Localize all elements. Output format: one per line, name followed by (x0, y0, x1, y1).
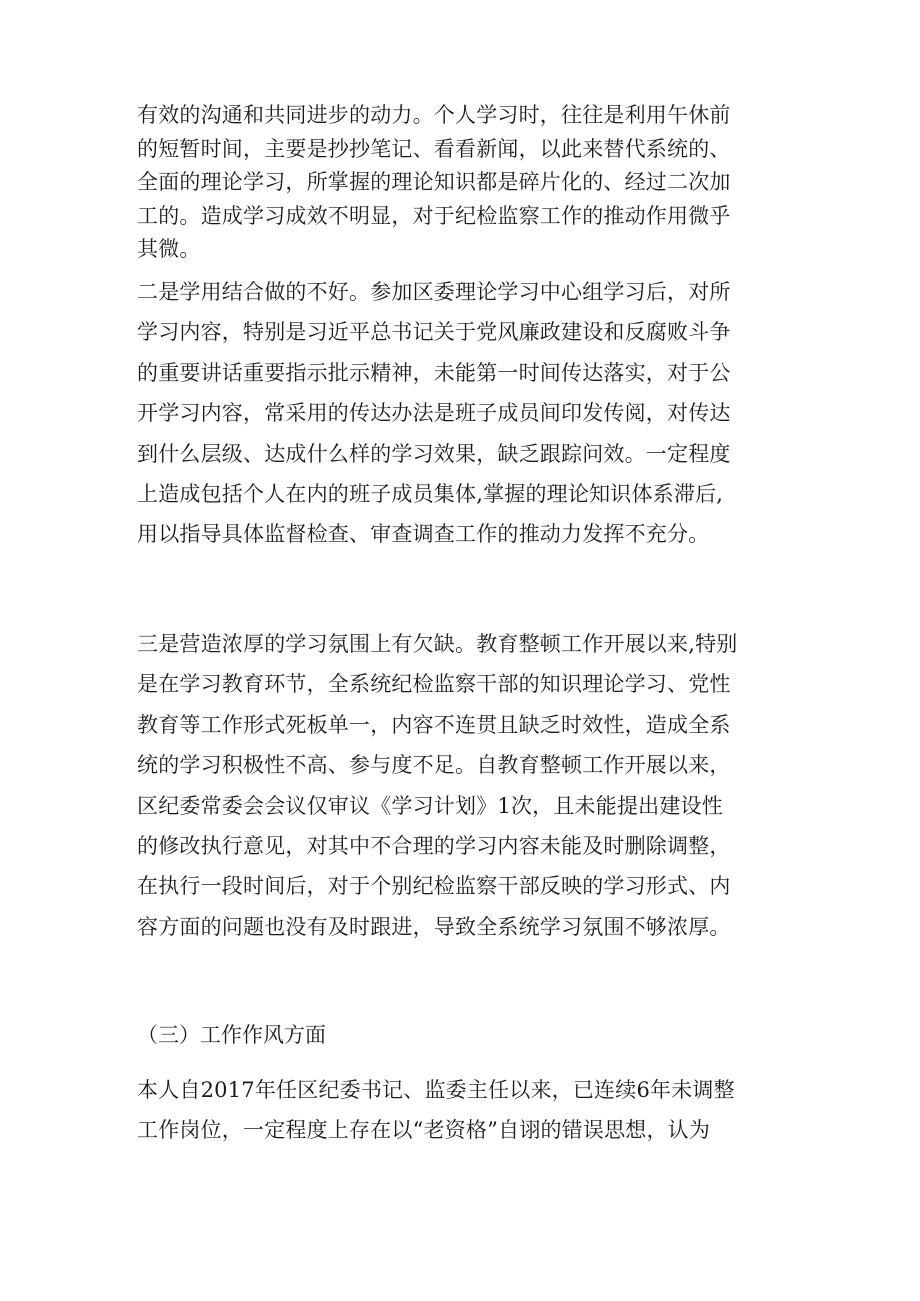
text-line: 用以指导具体监督检查、审查调查工作的推动力发挥不充分。 (137, 522, 710, 547)
text-line: 工作岗位，一定程度上存在以“老资格”自诩的错误思想，认为 (137, 1118, 711, 1143)
section-heading: （三）工作作风方面 (137, 1023, 326, 1047)
text-line: 容方面的问题也没有及时跟进，导致全系统学习氛围不够浓厚。 (137, 914, 731, 939)
text-line: 到什么层级、达成什么样的学习效果，缺乏跟踪问效。一定程度 (137, 441, 731, 466)
paragraph-1 (137, 99, 797, 267)
text-line: 教育等工作形式死板单一，内容不连贯且缺乏时效性，造成全系 (137, 712, 731, 737)
text-line: 是在学习教育环节，全系统纪检监察干部的知识理论学习、党性 (137, 672, 731, 697)
text-line: 全面的理论学习，所掌握的理论知识都是碎片化的、经过二次加 (137, 170, 731, 195)
text-line: 统的学习积极性不高、参与度不足。自教育整顿工作开展以来， (137, 753, 731, 778)
text-line: 上造成包括个人在内的班子成员集体,掌握的理论知识体系滞后, (137, 481, 724, 506)
text-line: 的重要讲话重要指示批示精神，未能第一时间传达落实，对于公 (137, 360, 731, 385)
text-line: 在执行一段时间后，对于个别纪检监察干部反映的学习形式、内 (137, 874, 731, 899)
text-line: 有效的沟通和共同进步的动力。个人学习时，往往是利用午休前 (137, 103, 731, 127)
text-line: 学习内容，特别是习近平总书记关于党风廉政建设和反腐败斗争 (137, 320, 731, 345)
text-line: 三是营造浓厚的学习氛围上有欠缺。教育整顿工作开展以来,特别 (137, 632, 738, 656)
text-line: 本人自2017年任区纪委书记、监委主任以来，已连续6年未调整 (137, 1078, 735, 1102)
text-line: 区纪委常委会会议仅审议《学习计划》1次，且未能提出建设性 (137, 793, 723, 818)
text-line: 工的。造成学习成效不明显，对于纪检监察工作的推动作用微乎 (137, 203, 731, 228)
text-line: 开学习内容，常采用的传达办法是班子成员间印发传阅，对传达 (137, 401, 731, 426)
paragraph-2 (137, 272, 797, 555)
paragraph-4 (137, 1070, 797, 1151)
text-line: 的修改执行意见，对其中不合理的学习内容未能及时删除调整， (137, 833, 731, 858)
text-line: 二是学用结合做的不好。参加区委理论学习中心组学习后，对所 (137, 280, 731, 304)
paragraph-3 (137, 624, 797, 947)
text-line: 的短暂时间，主要是抄抄笔记、看看新闻，以此来替代系统的、 (137, 136, 731, 161)
text-line: 其微。 (137, 237, 201, 262)
